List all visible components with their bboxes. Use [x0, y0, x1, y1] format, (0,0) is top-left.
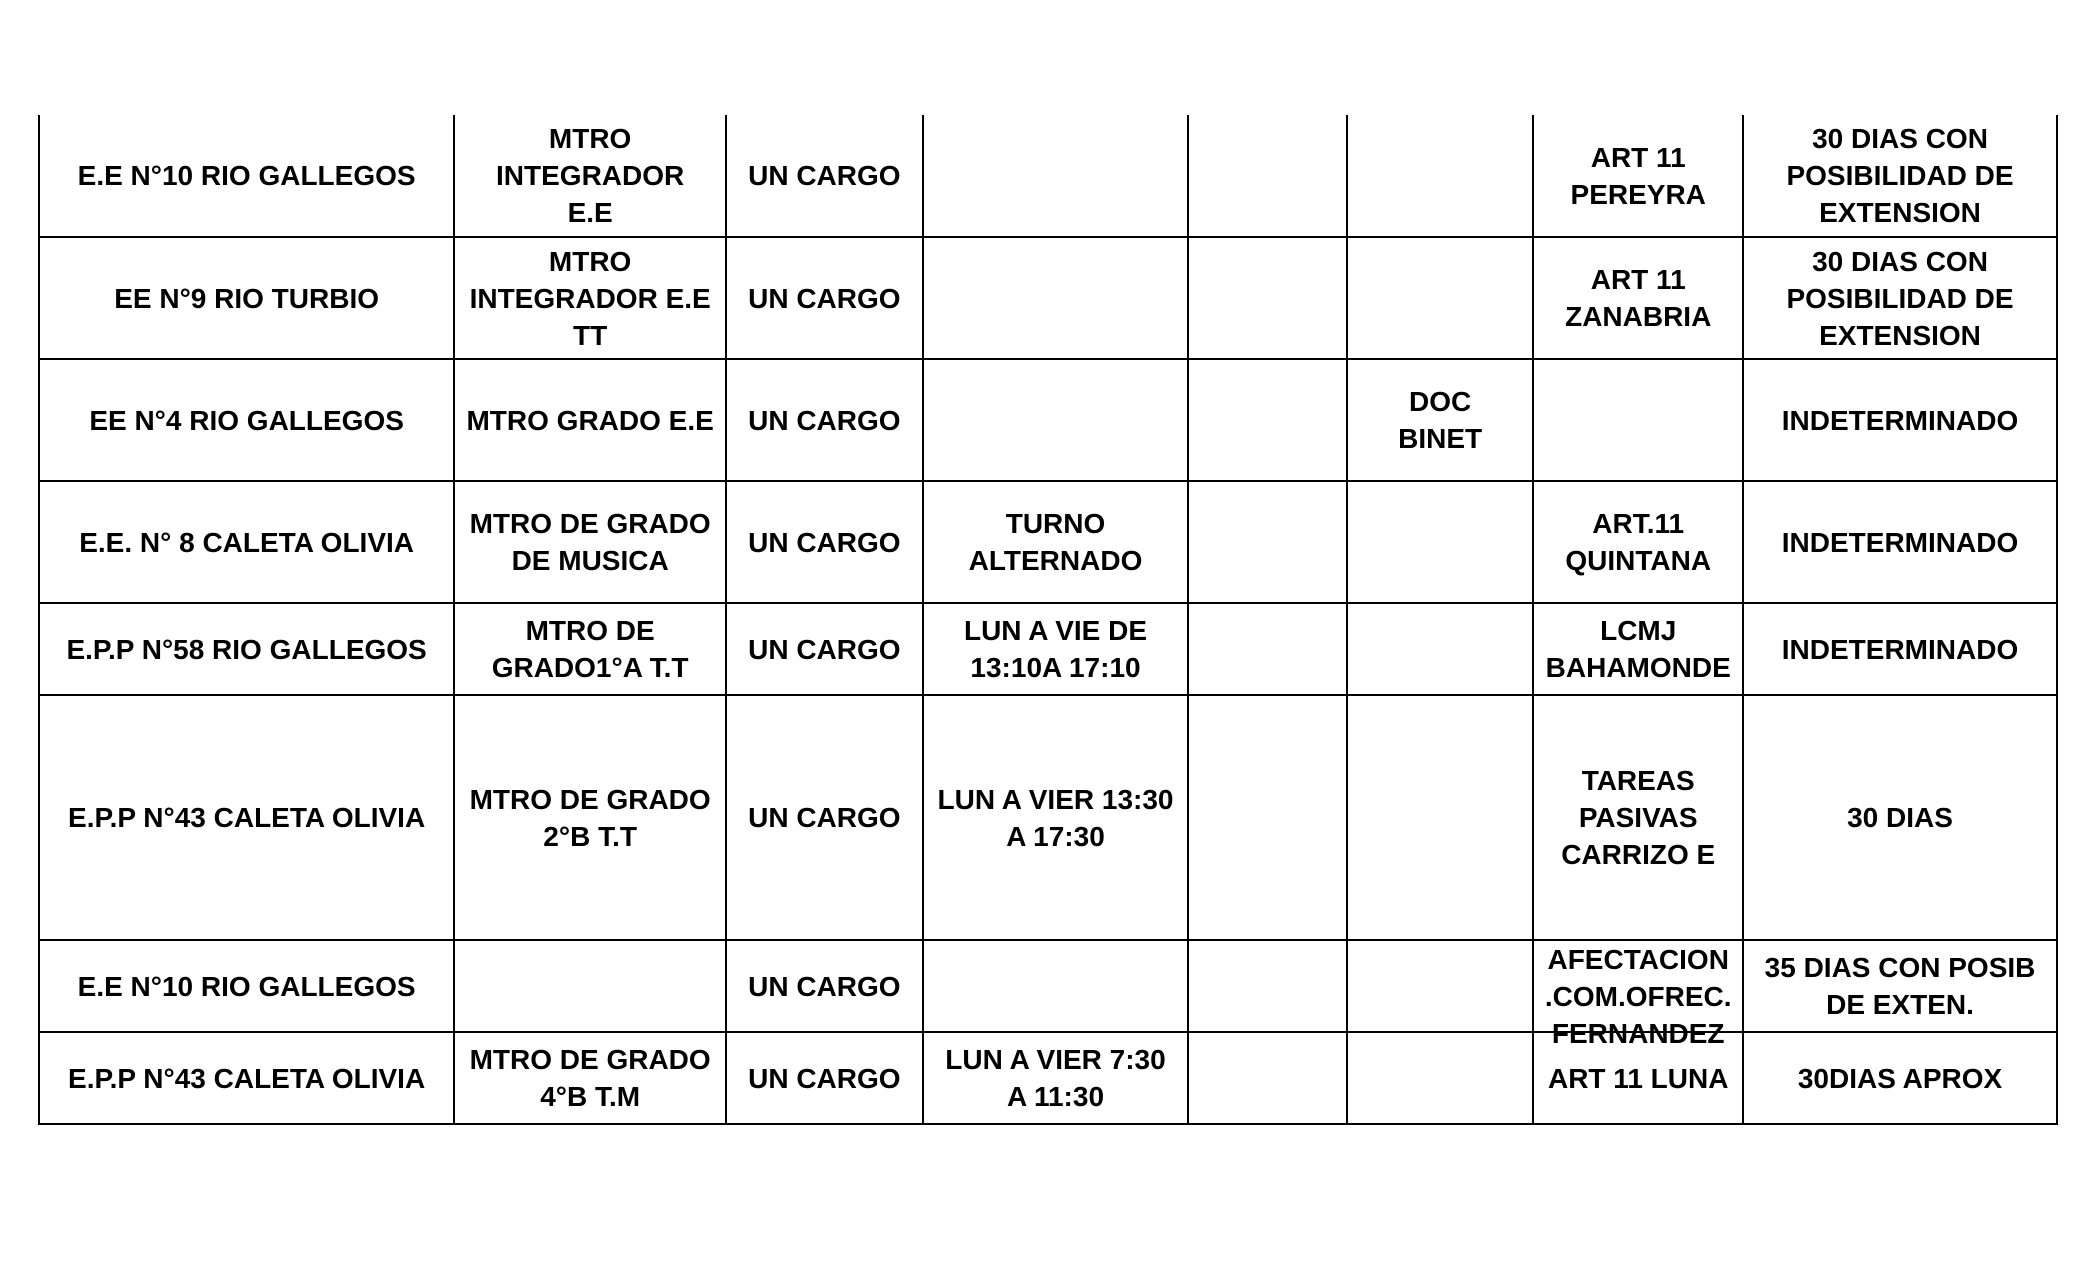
cell-school: E.E N°10 RIO GALLEGOS: [39, 940, 454, 1032]
cell-position: MTRO INTEGRADOR E.E: [454, 115, 726, 237]
cell-school: E.E. N° 8 CALETA OLIVIA: [39, 481, 454, 603]
cell-position: MTRO DE GRADO1°A T.T: [454, 603, 726, 695]
cell-duration: INDETERMINADO: [1743, 481, 2057, 603]
cell-note: [1347, 115, 1534, 237]
table-row: [39, 940, 2057, 1032]
table-row: [39, 1032, 2057, 1124]
table-row: [39, 603, 2057, 695]
cell-amount: UN CARGO: [726, 359, 923, 481]
table-row: [39, 237, 2057, 359]
cell-school: E.E N°10 RIO GALLEGOS: [39, 115, 454, 237]
cell-duration: 35 DIAS CON POSIB DE EXTEN.: [1743, 940, 2057, 1032]
cell-col5: [1188, 359, 1346, 481]
cell-duration: 30DIAS APROX: [1743, 1032, 2057, 1124]
cell-col5: [1188, 1032, 1346, 1124]
cell-position: MTRO DE GRADO DE MUSICA: [454, 481, 726, 603]
cell-duration: INDETERMINADO: [1743, 359, 2057, 481]
cell-position: MTRO DE GRADO 4°B T.M: [454, 1032, 726, 1124]
cell-reason: ART 11 ZANABRIA: [1533, 237, 1743, 359]
cell-amount: UN CARGO: [726, 695, 923, 940]
cell-duration: INDETERMINADO: [1743, 603, 2057, 695]
cell-position: [454, 940, 726, 1032]
cell-amount: UN CARGO: [726, 481, 923, 603]
cell-schedule: [923, 115, 1189, 237]
cell-school: E.P.P N°43 CALETA OLIVIA: [39, 1032, 454, 1124]
cell-amount: UN CARGO: [726, 237, 923, 359]
cell-amount: UN CARGO: [726, 603, 923, 695]
cell-amount: UN CARGO: [726, 115, 923, 237]
cell-duration: 30 DIAS: [1743, 695, 2057, 940]
cell-note: [1347, 237, 1534, 359]
cell-duration: 30 DIAS CON POSIBILIDAD DE EXTENSION: [1743, 115, 2057, 237]
cell-col5: [1188, 115, 1346, 237]
cell-schedule: [923, 237, 1189, 359]
cell-schedule: LUN A VIE DE 13:10A 17:10: [923, 603, 1189, 695]
cell-schedule: TURNO ALTERNADO: [923, 481, 1189, 603]
cell-col5: [1188, 603, 1346, 695]
cell-reason: ART 11 PEREYRA: [1533, 115, 1743, 237]
cell-amount: UN CARGO: [726, 1032, 923, 1124]
cell-note: [1347, 940, 1534, 1032]
cell-reason: ART 11 LUNA: [1533, 1032, 1743, 1124]
cell-school: EE N°4 RIO GALLEGOS: [39, 359, 454, 481]
cell-reason: [1533, 359, 1743, 481]
cell-reason: LCMJ BAHAMONDE: [1533, 603, 1743, 695]
cell-note: [1347, 1032, 1534, 1124]
cell-reason: AFECTACION .COM.OFREC. FERNANDEZ: [1533, 940, 1743, 1032]
cell-schedule: [923, 359, 1189, 481]
cell-note: [1347, 603, 1534, 695]
cell-col5: [1188, 695, 1346, 940]
cell-duration: 30 DIAS CON POSIBILIDAD DE EXTENSION: [1743, 237, 2057, 359]
cell-school: E.P.P N°58 RIO GALLEGOS: [39, 603, 454, 695]
cell-col5: [1188, 940, 1346, 1032]
cell-position: MTRO INTEGRADOR E.E TT: [454, 237, 726, 359]
table-row: [39, 115, 2057, 237]
cell-col5: [1188, 237, 1346, 359]
vacancy-table: [38, 115, 2058, 1125]
cell-schedule: [923, 940, 1189, 1032]
cell-note: DOC BINET: [1347, 359, 1534, 481]
cell-reason: ART.11 QUINTANA: [1533, 481, 1743, 603]
cell-reason: TAREAS PASIVAS CARRIZO E: [1533, 695, 1743, 940]
cell-note: [1347, 481, 1534, 603]
cell-schedule: LUN A VIER 7:30 A 11:30: [923, 1032, 1189, 1124]
cell-schedule: LUN A VIER 13:30 A 17:30: [923, 695, 1189, 940]
cell-school: EE N°9 RIO TURBIO: [39, 237, 454, 359]
cell-school: E.P.P N°43 CALETA OLIVIA: [39, 695, 454, 940]
cell-note: [1347, 695, 1534, 940]
table-row: [39, 695, 2057, 940]
cell-position: MTRO GRADO E.E: [454, 359, 726, 481]
cell-position: MTRO DE GRADO 2°B T.T: [454, 695, 726, 940]
table-row: [39, 481, 2057, 603]
table-row: [39, 359, 2057, 481]
cell-amount: UN CARGO: [726, 940, 923, 1032]
cell-col5: [1188, 481, 1346, 603]
